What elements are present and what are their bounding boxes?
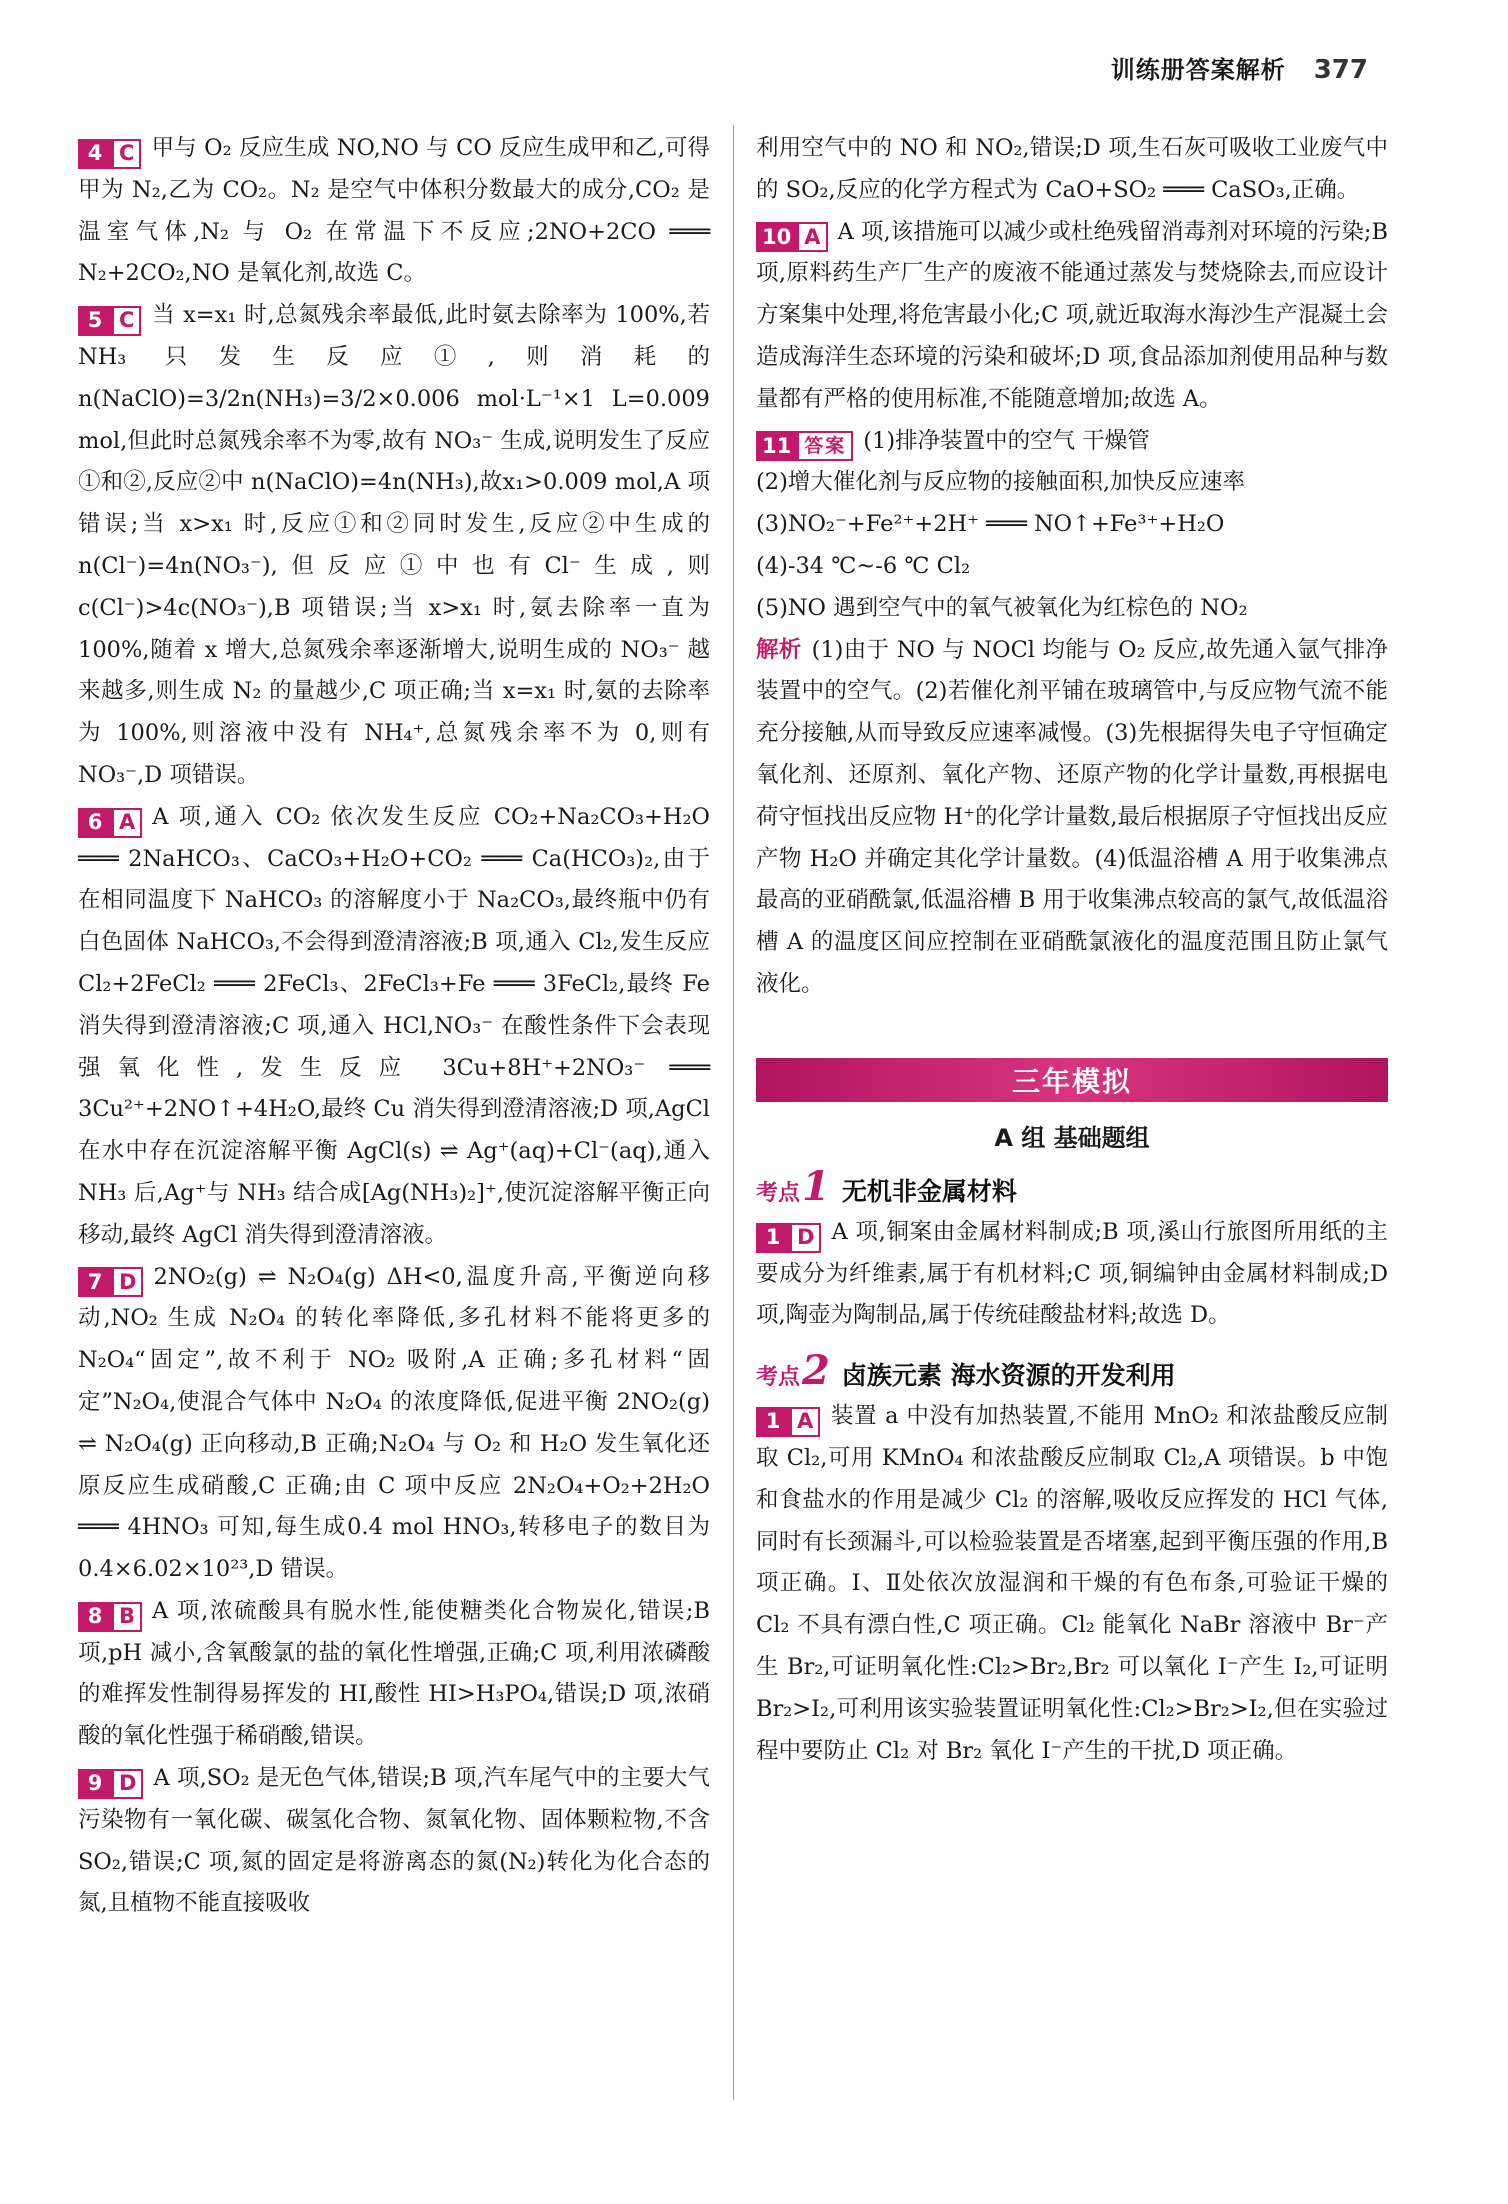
question-number: 1 — [756, 1407, 790, 1437]
question-badge — [756, 1407, 820, 1437]
answer-line: (5)NO 遇到空气中的氧气被氧化为红棕色的 NO₂ — [756, 594, 1248, 621]
answer-letter: C — [112, 139, 141, 169]
question-number: 8 — [78, 1602, 112, 1632]
question-9 — [78, 1758, 710, 1925]
question-badge — [78, 1602, 142, 1632]
question-9-continued: 利用空气中的 NO 和 NO₂,错误;D 项,生石灰可吸收工业废气中的 SO₂,反应的化学方程式为 CaO+SO₂ ═══ CaSO₃,正确。 — [756, 135, 1388, 203]
page-number: 377 — [1313, 55, 1368, 85]
explanation-text: 2NO₂(g) ⇌ N₂O₄(g) ΔH<0,温度升高,平衡逆向移动,NO₂ 生成 N₂O₄ 的转化率降低,多孔材料不能将更多的 N₂O₄“固定”,故不利于 NO₂ 吸附,A 正确;多孔材料“固定”N₂O₄,使混合气体中 N₂O₄ 的浓度降低,促进平衡 2NO₂(g) ⇌ N₂O₄(g) 正向移动,B 正确;N₂O₄ 与 O₂ 和 H₂O 发生氧化还原反应生成硝酸,C 正确;由 C 项中反应 2N₂O₄+O₂+2H₂O ═══ 4HNO₃ 可知,每生成0.4 mol HNO₃,转移电子的数目为 0.4×6.02×10²³,D 错误。 — [78, 1263, 710, 1583]
explanation-text: 当 x=x₁ 时,总氮残余率最低,此时氨去除率为 100%,若 NH₃ 只发生反应①,则消耗的 n(NaClO)=3/2n(NH₃)=3/2×0.006 mol·L⁻¹×1 L=0.009 mol,但此时总氮残余率不为零,故有 NO₃⁻ 生成,说明发生了反应①和②,反应②中 n(NaClO)=4n(NH₃),故x₁>0.009 mol,A 项错误;当 x>x₁ 时,反应①和②同时发生,反应②中生成的 n(Cl⁻)=4n(NO₃⁻),但反应①中也有Cl⁻生成,则 c(Cl⁻)>4c(NO₃⁻),B 项错误;当 x>x₁ 时,氨去除率一直为 100%,随着 x 增大,总氮残余率逐渐增大,说明生成的 NO₃⁻ 越来越多,则生成 N₂ 的量越少,C 项正确;当 x=x₁ 时,氨的去除率为 100%,则溶液中没有 NH₄⁺,总氮残余率不为 0,则有 NO₃⁻,D 项错误。 — [78, 302, 710, 788]
question-badge — [756, 222, 828, 252]
group-title: A 组 基础题组 — [994, 1123, 1150, 1152]
explanation-text: 装置 a 中没有加热装置,不能用 MnO₂ 和浓盐酸反应制取 Cl₂,可用 KMnO₄ 和浓盐酸反应制取 Cl₂,A 项错误。b 中饱和食盐水的作用是减少 Cl₂ 的溶解,吸收反应挥发的 HCl 气体,同时有长颈漏斗,可以检验装置是否堵塞,起到平衡压强的作用,B 项正确。Ⅰ、Ⅱ处依次放湿润和干燥的有色布条,可验证干燥的 Cl₂ 不具有漂白性,C 项正确。Cl₂ 能氧化 NaBr 溶液中 Br⁻产生 Br₂,可证明氧化性:Cl₂>Br₂,Br₂ 可以氧化 I⁻产生 I₂,可证明 Br₂>I₂,可利用该实验装置证明氧化性:Cl₂>Br₂>I₂,但在实验过程中要防止 Cl₂ 对 Br₂ 氧化 I⁻产生的干扰,D 项正确。 — [756, 1403, 1388, 1764]
topic-number: 2 — [802, 1347, 830, 1395]
topic-title: 无机非金属材料 — [841, 1176, 1017, 1206]
question-badge — [78, 808, 142, 838]
answer-letter: A — [112, 808, 142, 838]
answer-text: (1)排净装置中的空气 干燥管 — [863, 427, 1150, 454]
explanation-text: A 项,该措施可以减少或杜绝残留消毒剂对环境的污染;B 项,原料药生产厂生产的废液不能通过蒸发与焚烧除去,而应设计方案集中处理,将危害最小化;C 项,就近取海水海沙生产混凝土会造成海洋生态环境的污染和破坏;D 项,食品添加剂使用品种与数量都有严格的使用标准,不能随意增加;故选 A。 — [756, 218, 1388, 412]
answer-letter: C — [112, 306, 141, 336]
topic-prefix: 考点 — [756, 1180, 801, 1206]
left-column — [78, 128, 710, 1925]
column-divider — [733, 125, 734, 2100]
question-number: 4 — [78, 139, 112, 169]
question-number: 5 — [78, 306, 112, 336]
answer-letter: A — [790, 1407, 820, 1437]
analysis-paragraph — [756, 630, 1388, 1006]
question-11 — [756, 421, 1388, 1006]
topic-title: 卤族元素 海水资源的开发利用 — [841, 1361, 1176, 1391]
question-number: 9 — [78, 1769, 112, 1799]
explanation-text: A 项,浓硫酸具有脱水性,能使糖类化合物炭化,错误;B 项,pH 减小,含氧酸氯的盐的氧化性增强,正确;C 项,利用浓磷酸的难挥发性制得易挥发的 HI,酸性 HI>H₃PO₄,错误;D 项,浓硝酸的氧化性强于稀硝酸,错误。 — [78, 1597, 710, 1750]
answer-letter: D — [112, 1267, 143, 1297]
question-6 — [78, 797, 710, 1257]
answer-letter: B — [112, 1602, 142, 1632]
question-5 — [78, 295, 710, 797]
answer-line — [756, 421, 1388, 463]
answer-line: (2)增大催化剂与反应物的接触面积,加快反应速率 — [756, 469, 1246, 496]
page-header — [1111, 50, 1368, 85]
question-8 — [78, 1591, 710, 1758]
analysis-label: 解析 — [756, 636, 802, 663]
answer-letter: D — [112, 1769, 143, 1799]
question-number: 10 — [756, 222, 797, 252]
question-badge — [78, 306, 141, 336]
question-badge — [78, 1769, 143, 1799]
answer-letter: A — [797, 222, 827, 252]
topic-prefix: 考点 — [756, 1365, 801, 1391]
topic-heading-1 — [756, 1163, 1388, 1210]
question-number: 11 — [756, 431, 797, 461]
question-10 — [756, 212, 1388, 421]
topic-number: 1 — [802, 1162, 830, 1210]
right-column — [756, 128, 1388, 1772]
question-badge — [78, 139, 141, 169]
header-title: 训练册答案解析 — [1110, 56, 1286, 84]
topic-heading-2 — [756, 1347, 1388, 1394]
answer-line: (3)NO₂⁻+Fe²⁺+2H⁺ ═══ NO↑+Fe³⁺+H₂O — [756, 511, 1225, 538]
question-number: 6 — [78, 808, 112, 838]
analysis-text: (1)由于 NO 与 NOCl 均能与 O₂ 反应,故先通入氩气排净装置中的空气。(2)若催化剂平铺在玻璃管中,与反应物气流不能充分接触,从而导致反应速率减慢。(3)先根据得失电子守恒确定氧化剂、还原剂、氧化产物、还原产物的化学计量数,再根据电荷守恒找出反应物 H⁺的化学计量数,最后根据原子守恒找出反应产物 H₂O 并确定其化学计量数。(4)低温浴槽 A 用于收集沸点最高的亚硝酰氯,低温浴槽 B 用于收集沸点较高的氯气,故低温浴槽 A 的温度区间应控制在亚硝酰氯液化的温度范围且防止氯气液化。 — [756, 636, 1388, 997]
answer-label: 答案 — [797, 431, 853, 461]
question-4 — [78, 128, 710, 295]
question-badge — [756, 431, 853, 461]
explanation-text: 甲与 O₂ 反应生成 NO,NO 与 CO 反应生成甲和乙,可得甲为 N₂,乙为 CO₂。N₂ 是空气中体积分数最大的成分,CO₂ 是温室气体,N₂ 与 O₂ 在常温下不反应;2NO+2CO ═══ N₂+2CO₂,NO 是氧化剂,故选 C。 — [78, 135, 710, 287]
topic1-question-1 — [756, 1212, 1388, 1337]
answer-line: (4)-34 ℃~-6 ℃ Cl₂ — [756, 552, 971, 579]
question-number: 1 — [756, 1223, 790, 1253]
question-badge — [756, 1223, 821, 1253]
question-7 — [78, 1257, 710, 1591]
question-number: 7 — [78, 1267, 112, 1297]
explanation-text: A 项,铜案由金属材料制成;B 项,溪山行旅图所用纸的主要成分为纤维素,属于有机材料;C 项,铜编钟由金属材料制成;D 项,陶壶为陶制品,属于传统硅酸盐材料;故选 D。 — [756, 1218, 1388, 1329]
section-banner: 三年模拟 — [756, 1058, 1388, 1102]
answer-letter: D — [790, 1223, 821, 1253]
explanation-text: A 项,SO₂ 是无色气体,错误;B 项,汽车尾气中的主要大气污染物有一氧化碳、碳氢化合物、氮氧化物、固体颗粒物,不含 SO₂,错误;C 项,氮的固定是将游离态的氮(N₂)转化为化合态的氮,且植物不能直接吸收 — [78, 1765, 710, 1917]
explanation-text: A 项,通入 CO₂ 依次发生反应 CO₂+Na₂CO₃+H₂O ═══ 2NaHCO₃、CaCO₃+H₂O+CO₂ ═══ Ca(HCO₃)₂,由于在相同温度下 NaHCO₃ 的溶解度小于 Na₂CO₃,最终瓶中仍有白色固体 NaHCO₃,不会得到澄清溶液;B 项,通入 Cl₂,发生反应 Cl₂+2FeCl₂ ═══ 2FeCl₃、2FeCl₃+Fe ═══ 3FeCl₂,最终 Fe 消失得到澄清溶液;C 项,通入 HCl,NO₃⁻ 在酸性条件下会表现强氧化性,发生反应 3Cu+8H⁺+2NO₃⁻ ═══ 3Cu²⁺+2NO↑+4H₂O,最终 Cu 消失得到澄清溶液;D 项,AgCl 在水中存在沉淀溶解平衡 AgCl(s) ⇌ Ag⁺(aq)+Cl⁻(aq),通入 NH₃ 后,Ag⁺与 NH₃ 结合成[Ag(NH₃)₂]⁺,使沉淀溶解平衡正向移动,最终 AgCl 消失得到澄清溶液。 — [78, 803, 710, 1248]
question-badge — [78, 1267, 143, 1297]
topic2-question-1 — [756, 1396, 1388, 1772]
